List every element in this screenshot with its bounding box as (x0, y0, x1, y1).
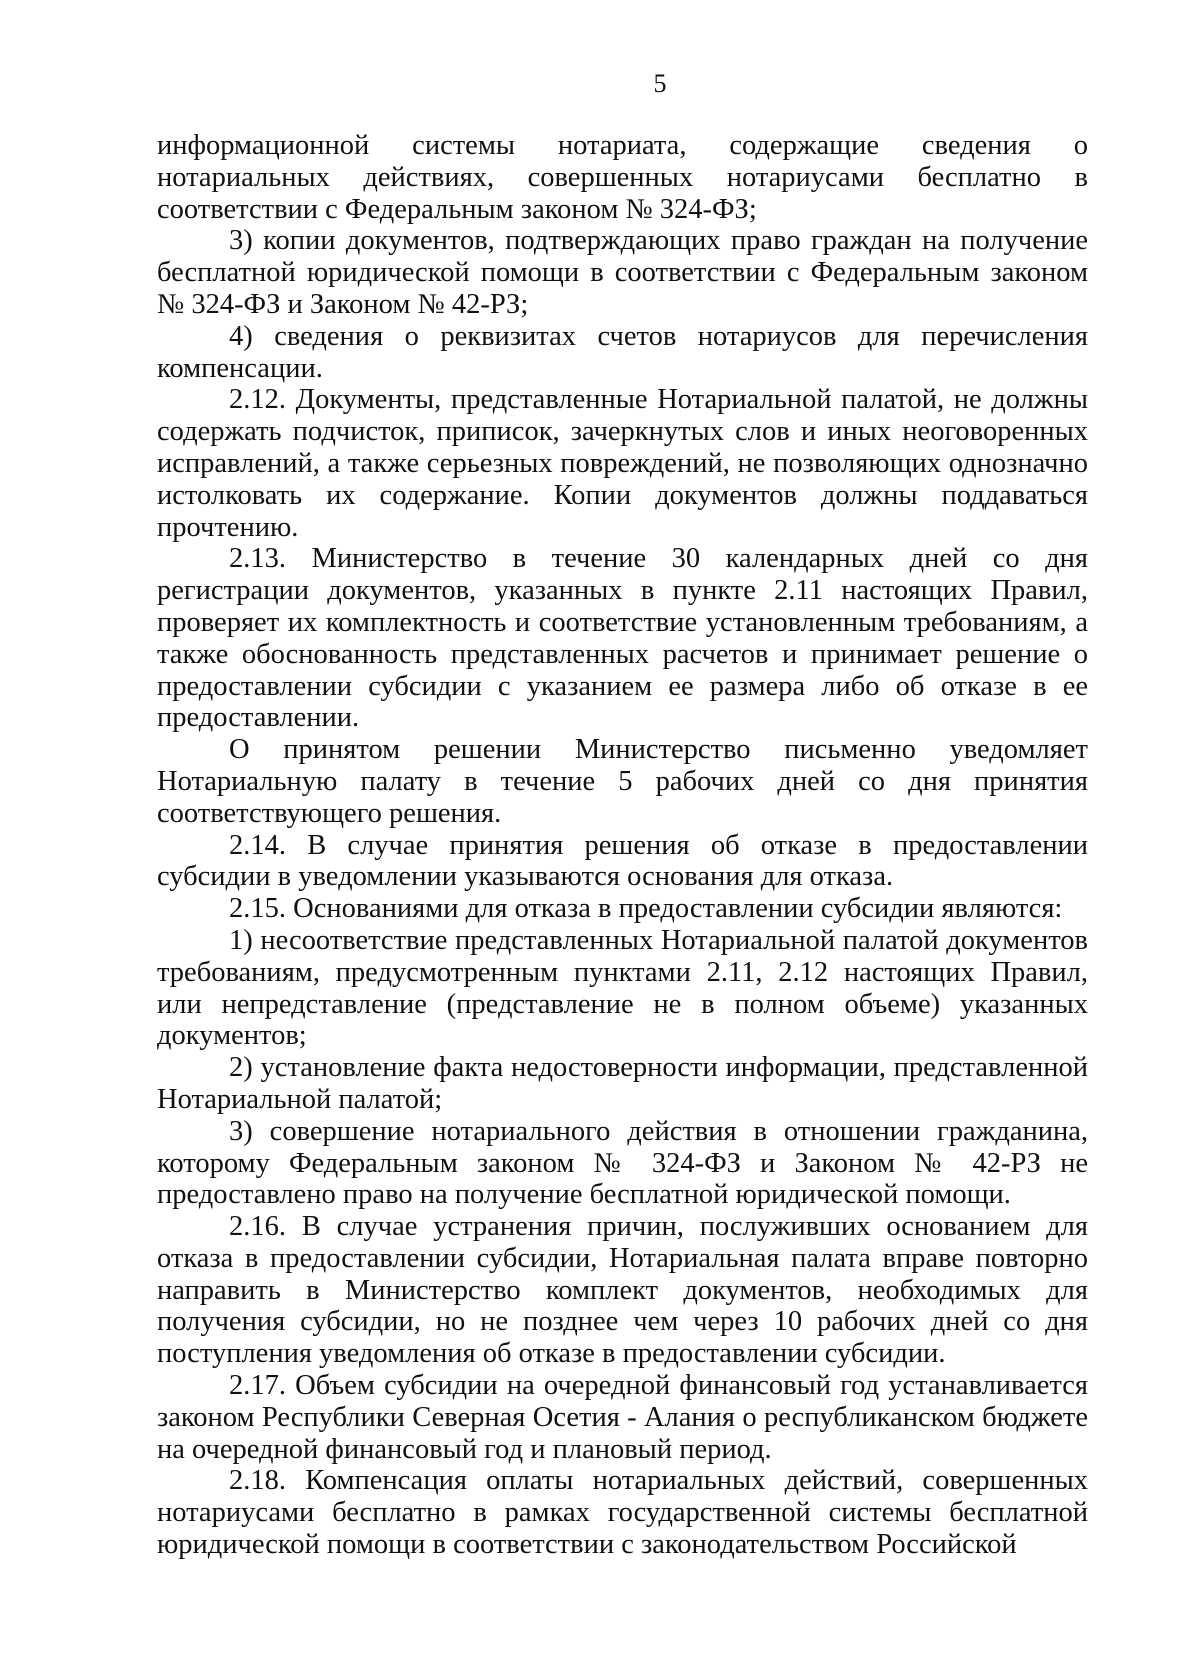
paragraph-decision-notice: О принятом решении Министерство письменно уведомляет Нотариальную палату в течение 5 рабочих дней со дня принятия соответствующего решения. (157, 734, 1088, 829)
paragraph-refusal-ground-2: 2) установление факта недостоверности информации, представленной Нотариальной палатой; (157, 1052, 1088, 1115)
paragraph-2-18: 2.18. Компенсация оплаты нотариальных действий, совершенных нотариусами бесплатно в рамках государственной системы бесплатной юридической помощи в соответствии с законодательством Российской (157, 1465, 1088, 1561)
document-body (157, 130, 1088, 1561)
paragraph-2-16: 2.16. В случае устранения причин, послуживших основанием для отказа в предоставлении субсидии, Нотариальная палата вправе повторно направить в Министерство комплект документов, необходимых для получения субсидии, но не позднее чем через 10 рабочих дней со дня поступления уведомления об отказе в предоставлении субсидии. (157, 1211, 1088, 1370)
paragraph-2-17: 2.17. Объем субсидии на очередной финансовый год устанавливается законом Республики Северная Осетия - Алания о республиканском бюджете на очередной финансовый год и плановый период. (157, 1370, 1088, 1465)
paragraph-2-12: 2.12. Документы, представленные Нотариальной палатой, не должны содержать подчисток, приписок, зачеркнутых слов и иных неоговоренных исправлений, а также серьезных повреждений, не позволяющих однозначно истолковать их содержание. Копии документов должны поддаваться прочтению. (157, 384, 1088, 543)
paragraph-refusal-ground-3: 3) совершение нотариального действия в отношении гражданина, которому Федеральным законом № 324-ФЗ и Законом № 42-РЗ не предоставлено право на получение бесплатной юридической помощи. (157, 1115, 1088, 1211)
page-number: 5 (653, 69, 667, 98)
paragraph-2-14: 2.14. В случае принятия решения об отказе в предоставлении субсидии в уведомлении указываются основания для отказа. (157, 829, 1088, 893)
paragraph-item-3: 3) копии документов, подтверждающих право граждан на получение бесплатной юридической помощи в соответствии с Федеральным законом № 324-ФЗ и Законом № 42-РЗ; (157, 225, 1088, 320)
paragraph-2-13: 2.13. Министерство в течение 30 календарных дней со дня регистрации документов, указанных в пункте 2.11 настоящих Правил, проверяет их комплектность и соответствие установленным требованиям, а также обоснованность представленных расчетов и принимает решение о предоставлении субсидии с указанием ее размера либо об отказе в ее предоставлении. (157, 543, 1088, 734)
paragraph-refusal-ground-1: 1) несоответствие представленных Нотариальной палатой документов требованиям, предусмотренным пунктами 2.11, 2.12 настоящих Правил, или непредставление (представление не в полном объеме) указанных документов; (157, 924, 1088, 1052)
paragraph-2-15: 2.15. Основаниями для отказа в предоставлении субсидии являются: (229, 893, 1063, 925)
paragraph-continuation: информационной системы нотариата, содержащие сведения о нотариальных действиях, совершенных нотариусами бесплатно в соответствии с Федеральным законом № 324-ФЗ; (157, 130, 1088, 225)
paragraph-item-4: 4) сведения о реквизитах счетов нотариусов для перечисления компенсации. (157, 320, 1088, 384)
